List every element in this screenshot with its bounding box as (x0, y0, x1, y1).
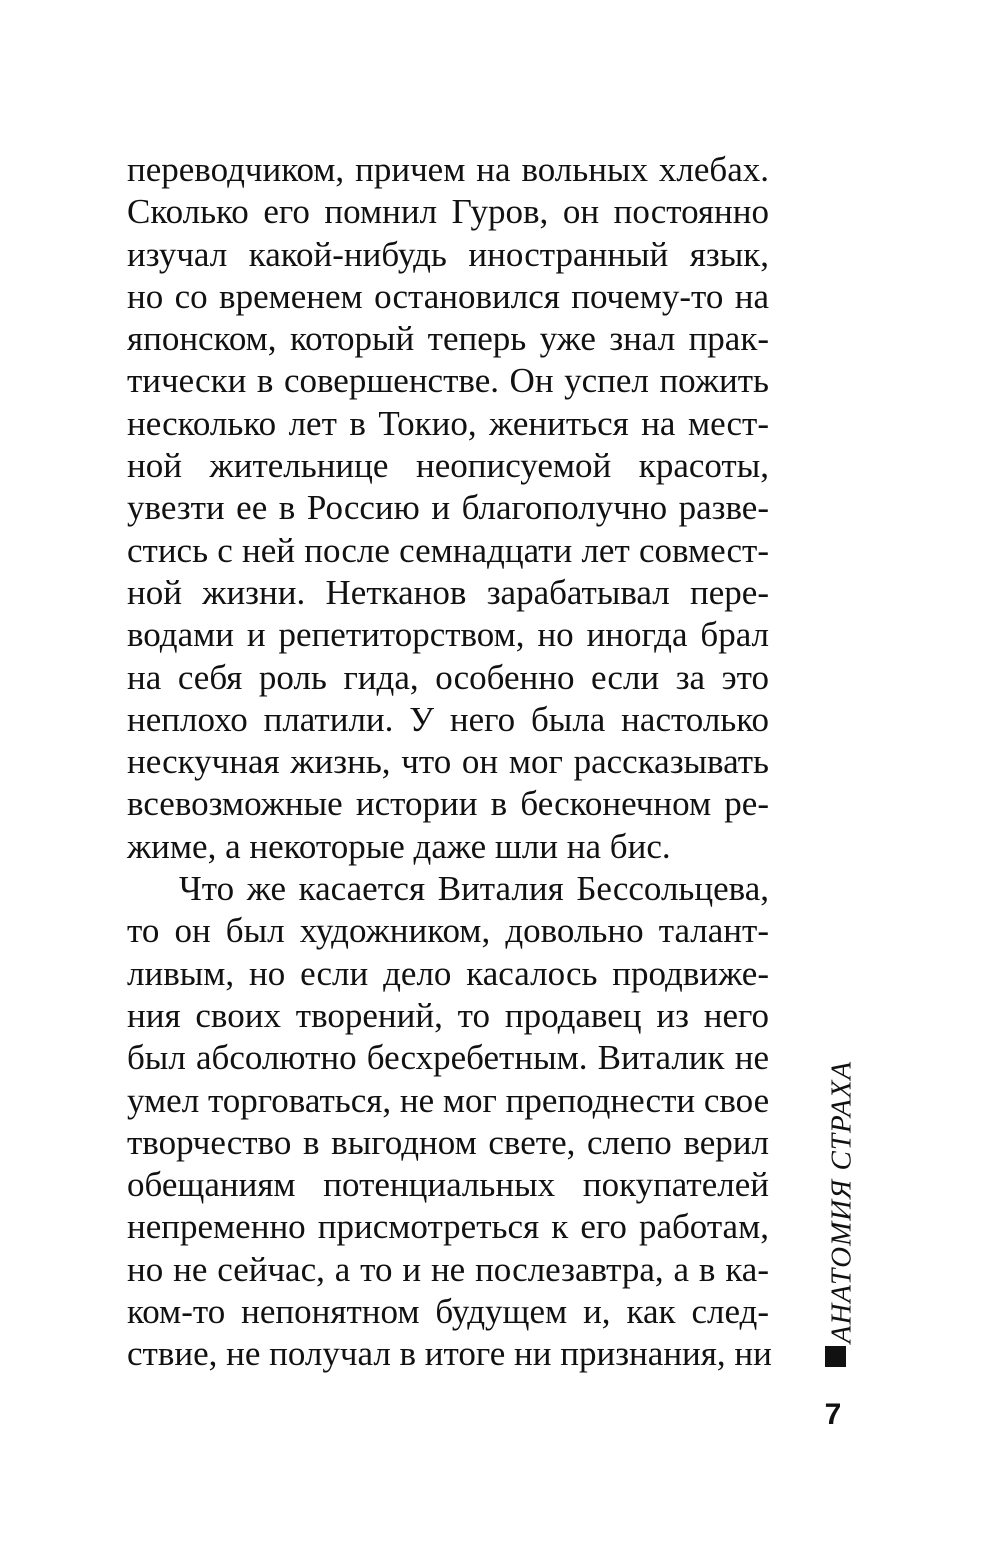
text-line: то он был художником, довольно талант- (127, 911, 769, 951)
body-text (127, 149, 772, 1376)
text-line: ливым, но если дело касалось продвиже- (127, 953, 769, 993)
text-line: но не сейчас, а то и не послезавтра, а в ка- (127, 1249, 769, 1289)
text-line: ствие, не получал в итоге ни признания, ни (127, 1334, 772, 1374)
paragraph-end-line: жиме, а некоторые даже шли на бис. (127, 826, 671, 866)
text-line: обещаниям потенциальных покупателей (127, 1165, 769, 1205)
text-line: несколько лет в Токио, жениться на мест- (127, 403, 769, 443)
text-line: ком-то непонятном будущем и, как след- (127, 1292, 769, 1332)
text-line: неплохо платили. У него была настолько (127, 699, 769, 739)
running-title: АНАТОМИЯ СТРАХА (825, 1060, 858, 1344)
text-line: стись с ней после семнадцати лет совмест- (127, 530, 769, 570)
text-line: ной жизни. Нетканов зарабатывал пере- (127, 572, 769, 612)
text-line: водами и репетиторством, но иногда брал (127, 615, 769, 655)
page-number: 7 (824, 1398, 842, 1431)
text-line: но со временем остановился почему-то на (127, 276, 769, 316)
text-line: нескучная жизнь, что он мог рассказывать (127, 742, 769, 782)
text-line: изучал какой-нибудь иностранный язык, (127, 234, 769, 274)
square-marker-icon (825, 1346, 846, 1367)
text-line: был абсолютно бесхребетным. Виталик не (127, 1038, 769, 1078)
text-line: творчество в выгодном свете, слепо верил (127, 1122, 769, 1162)
text-line: переводчиком, причем на вольных хлебах. (127, 150, 769, 189)
text-line: ния своих творений, то продавец из него (127, 995, 769, 1035)
text-line: Сколько его помнил Гуров, он постоянно (127, 192, 769, 232)
text-line: непременно присмотреться к его работам, (127, 1207, 769, 1247)
text-line: на себя роль гида, особенно если за это (127, 657, 769, 697)
text-line: японском, который теперь уже знал прак- (127, 319, 769, 359)
text-line: умел торговаться, не мог преподнести свое (127, 1080, 770, 1120)
text-line: всевозможные истории в бесконечном ре- (127, 784, 769, 824)
text-line: ной жительнице неописуемой красоты, (127, 446, 769, 486)
text-line: увезти ее в Россию и благополучно разве- (127, 488, 769, 528)
text-line: тически в совершенстве. Он успел пожить (127, 361, 769, 401)
paragraph-start-line: Что же касается Виталия Бессольцева, (179, 869, 769, 909)
